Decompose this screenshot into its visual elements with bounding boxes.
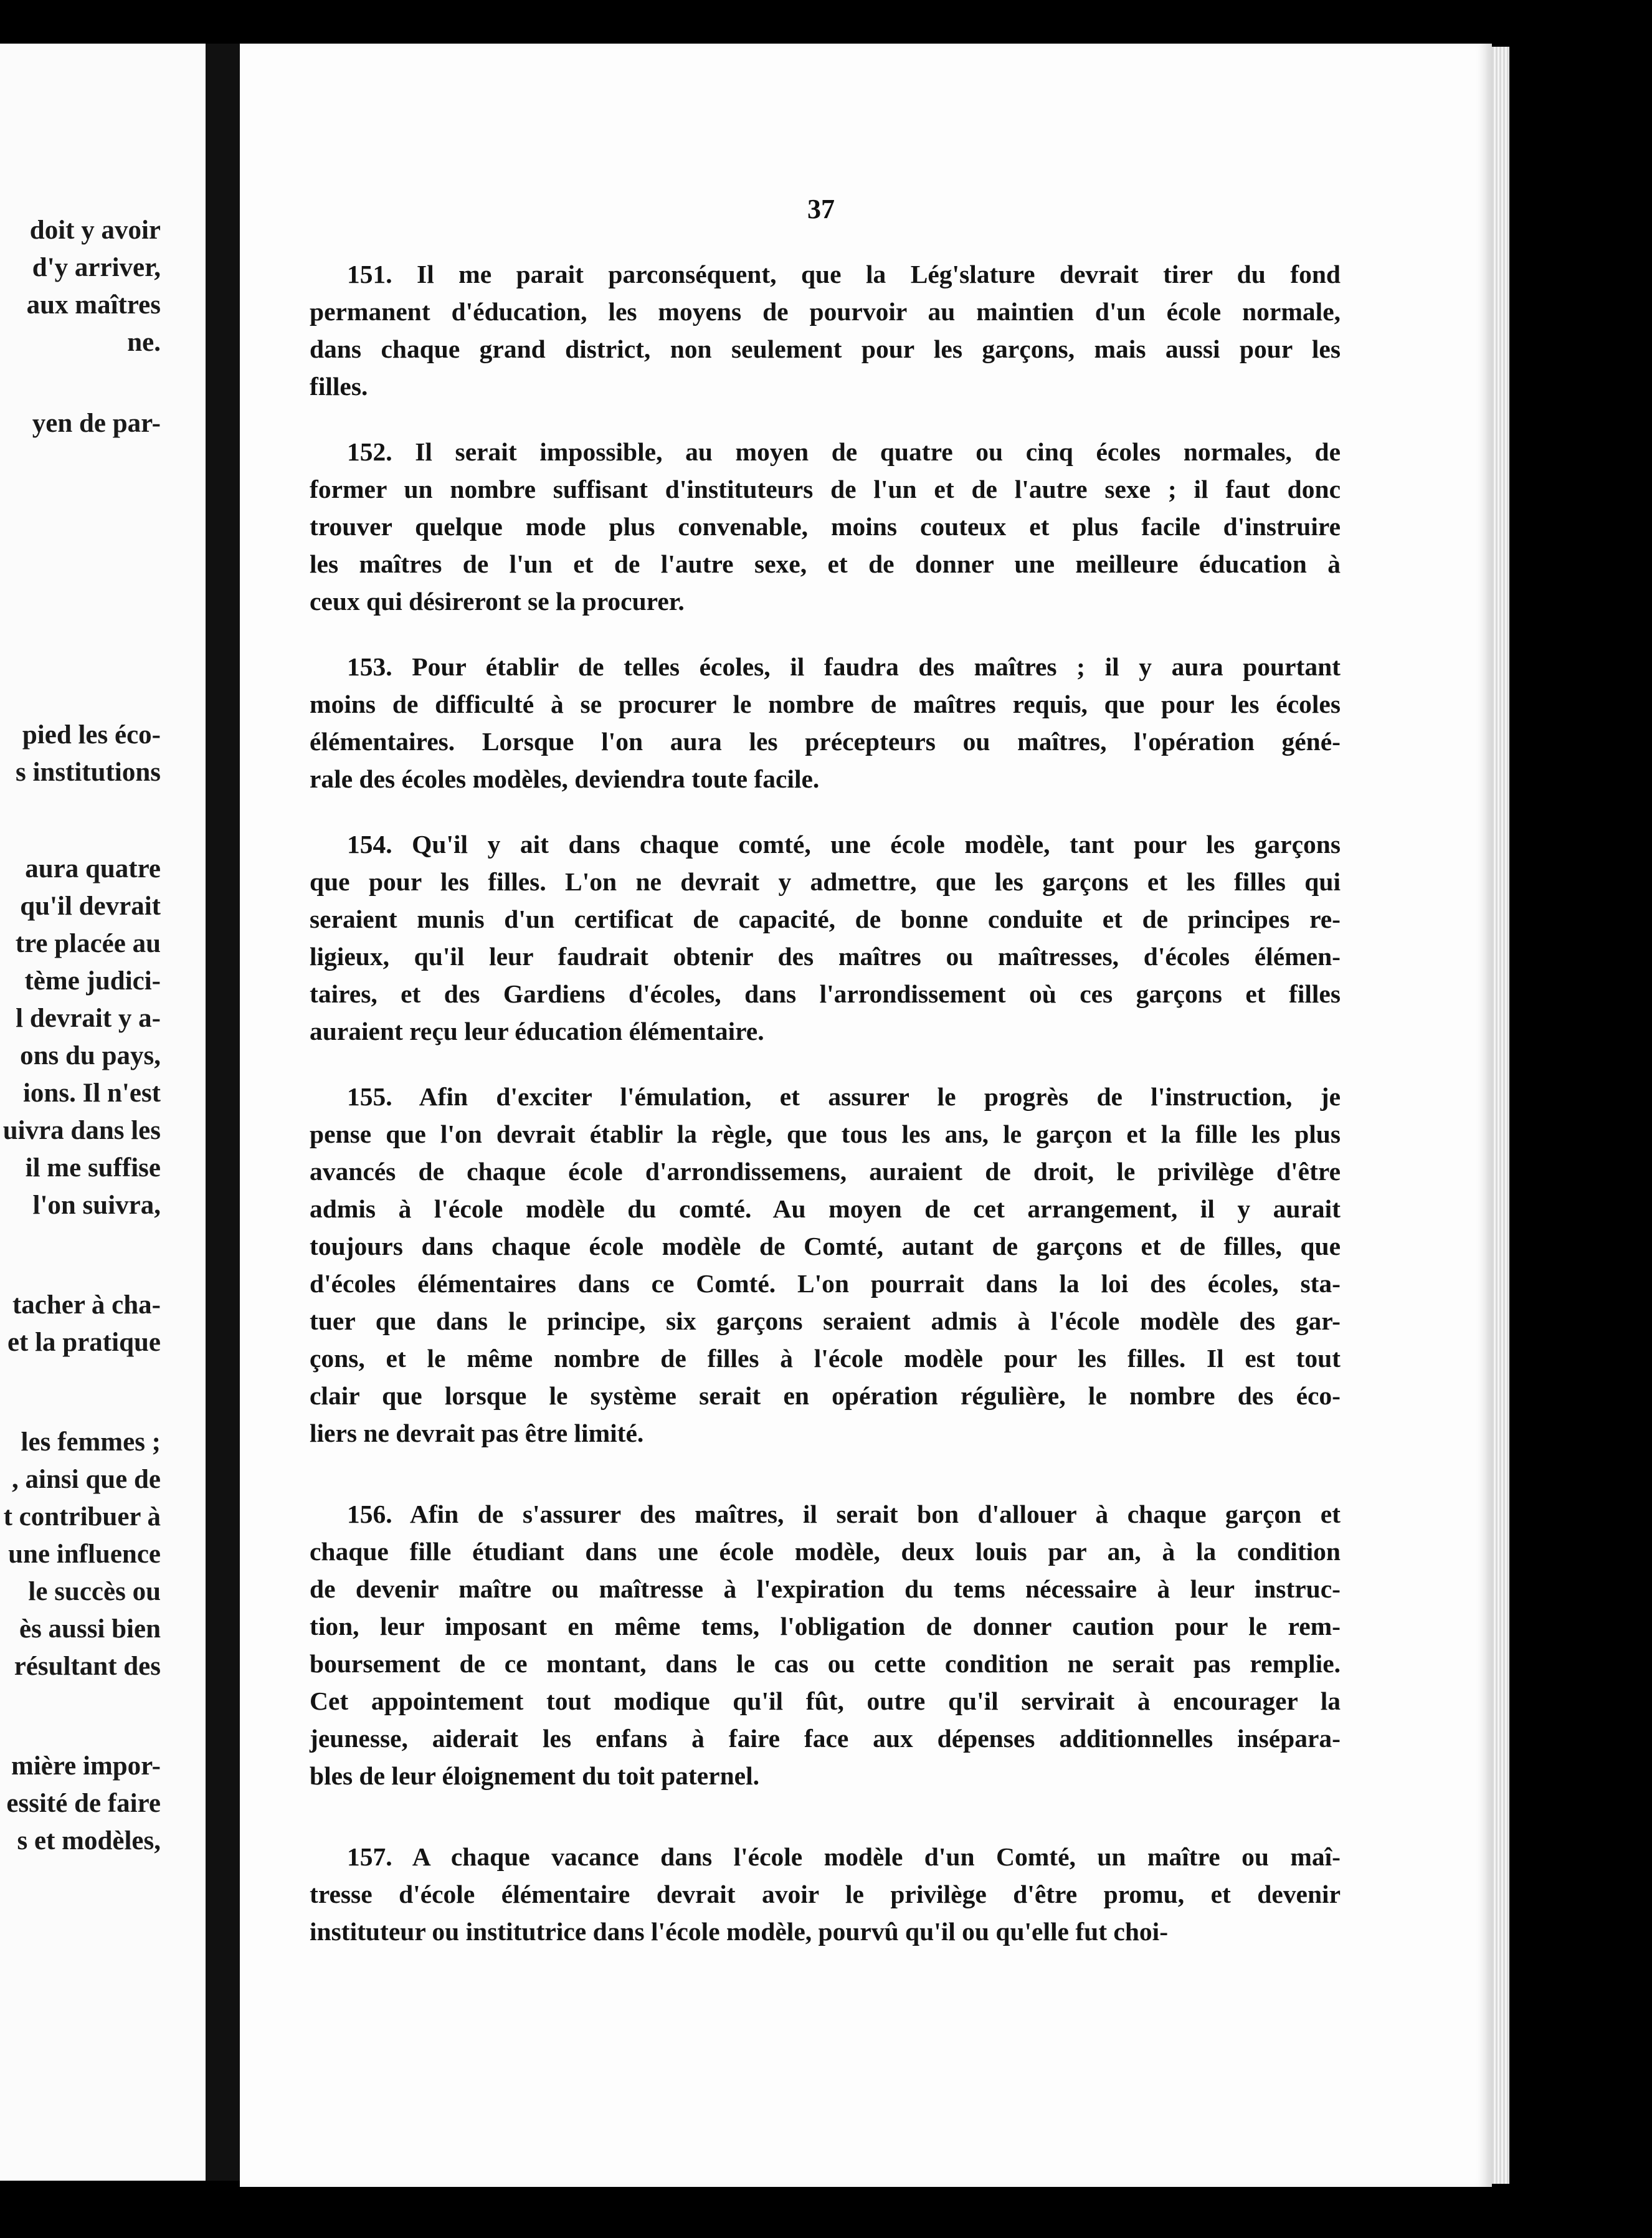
text-line: de devenir maître ou maîtresse à l'expiration du tems nécessaire à leur instruc- — [310, 1574, 1341, 1603]
text-line: toujours dans chaque école modèle de Comté, autant de garçons et de filles, que — [310, 1232, 1341, 1260]
left-page-line: résultant des — [14, 1652, 161, 1681]
text-line: taires, et des Gardiens d'écoles, dans l'arrondissement où ces garçons et filles — [310, 979, 1341, 1008]
text-line: bles de leur éloignement du toit paternel. — [310, 1761, 759, 1790]
paragraph — [310, 1838, 1341, 1950]
left-page-line: pied les éco- — [22, 720, 161, 750]
left-page-line: mière impor- — [11, 1751, 161, 1781]
left-page-line: t contribuer à — [3, 1502, 161, 1531]
text-line: avancés de chaque école d'arrondissemens, auraient de droit, le privilège d'être — [310, 1157, 1341, 1186]
paragraph — [310, 826, 1341, 1050]
text-line: dans chaque grand district, non seulement pour les garçons, mais aussi pour les — [310, 335, 1341, 363]
text-line: moins de difficulté à se procurer le nombre de maîtres requis, que pour les écoles — [310, 690, 1341, 718]
text-line: ligieux, qu'il leur faudrait obtenir des maîtres ou maîtresses, d'écoles élémen- — [310, 942, 1341, 971]
text-line: instituteur ou institutrice dans l'école modèle, pourvû qu'il ou qu'elle fut choi- — [310, 1917, 1169, 1946]
text-line: tresse d'école élémentaire devrait avoir le privilège d'être promu, et devenir — [310, 1880, 1341, 1908]
left-page-line: uivra dans les — [2, 1116, 161, 1145]
left-page-line: ions. Il n'est — [22, 1079, 161, 1108]
left-page-line: ès aussi bien — [19, 1614, 161, 1644]
text-line: 156. Afin de s'assurer des maîtres, il serait bon d'allouer à chaque garçon et — [347, 1500, 1341, 1528]
left-page-line: l devrait y a- — [16, 1004, 161, 1033]
text-line: clair que lorsque le système serait en opération régulière, le nombre des éco- — [310, 1381, 1341, 1410]
paragraph — [310, 1495, 1341, 1794]
left-page-line: aux maîtres — [26, 290, 161, 320]
left-page-line: il me suffise — [25, 1153, 161, 1183]
left-page-line: essité de faire — [6, 1789, 161, 1818]
text-line: que pour les filles. L'on ne devrait y admettre, que les garçons et les filles qui — [310, 867, 1341, 896]
left-page-line: , ainsi que de — [12, 1465, 161, 1494]
left-page-line: ons du pays, — [20, 1041, 161, 1070]
left-page-line: une influence — [8, 1540, 161, 1569]
text-line: 152. Il serait impossible, au moyen de quatre ou cinq écoles normales, de — [347, 437, 1341, 466]
left-page-line: tème judici- — [24, 966, 161, 996]
text-line: tion, leur imposant en même tems, l'obligation de donner caution pour le rem- — [310, 1612, 1341, 1640]
text-line: 151. Il me parait parconséquent, que la Lég'slature devrait tirer du fond — [347, 260, 1341, 288]
text-line: former un nombre suffisant d'instituteurs de l'un et de l'autre sexe ; il faut donc — [310, 475, 1341, 503]
left-page-line: aura quatre — [25, 854, 161, 883]
text-line: Cet appointement tout modique qu'il fût, outre qu'il servirait à encourager la — [310, 1687, 1341, 1715]
text-line: 155. Afin d'exciter l'émulation, et assurer le progrès de l'instruction, je — [347, 1082, 1341, 1111]
text-line: permanent d'éducation, les moyens de pourvoir au maintien d'un école normale, — [310, 297, 1341, 326]
left-page-line: yen de par- — [32, 409, 161, 438]
text-line: 153. Pour établir de telles écoles, il faudra des maîtres ; il y aura pourtant — [347, 652, 1341, 681]
paragraph — [310, 1078, 1341, 1452]
text-line: pense que l'on devrait établir la règle, que tous les ans, le garçon et la fille les plus — [310, 1120, 1341, 1148]
left-page-line: s et modèles, — [17, 1826, 161, 1855]
text-line: liers ne devrait pas être limité. — [310, 1419, 644, 1447]
text-line: tuer que dans le principe, six garçons seraient admis à l'école modèle des gar- — [310, 1307, 1341, 1335]
paragraph — [310, 648, 1341, 798]
text-line: 154. Qu'il y ait dans chaque comté, une école modèle, tant pour les garçons — [347, 830, 1341, 859]
left-page-line: qu'il devrait — [20, 892, 161, 921]
text-line: trouver quelque mode plus convenable, moins couteux et plus facile d'instruire — [310, 512, 1341, 541]
paragraph — [310, 433, 1341, 620]
text-line: filles. — [310, 372, 368, 401]
text-line: boursement de ce montant, dans le cas ou cette condition ne serait pas remplie. — [310, 1649, 1341, 1678]
text-line: les maîtres de l'un et de l'autre sexe, et de donner une meilleure éducation à — [310, 550, 1341, 578]
text-line: rale des écoles modèles, deviendra toute facile. — [310, 764, 820, 793]
text-line: 157. A chaque vacance dans l'école modèle d'un Comté, un maître ou maî- — [347, 1842, 1341, 1871]
paragraph — [310, 255, 1341, 405]
left-page-line: tacher à cha- — [12, 1290, 161, 1320]
text-line: auraient reçu leur éducation élémentaire. — [310, 1017, 764, 1045]
text-line: chaque fille étudiant dans une école modèle, deux louis par an, à la condition — [310, 1537, 1341, 1566]
book-gutter — [206, 44, 240, 2181]
left-page-line: tre placée au — [15, 929, 161, 958]
left-page-line: le succès ou — [28, 1577, 161, 1606]
left-page-line: ne. — [127, 328, 161, 357]
left-page-line: les femmes ; — [21, 1427, 161, 1457]
left-page — [0, 44, 206, 2181]
text-line: élémentaires. Lorsque l'on aura les précepteurs ou maîtres, l'opération géné- — [310, 727, 1341, 756]
left-page-line: l'on suivra, — [32, 1191, 161, 1220]
text-line: seraient munis d'un certificat de capacité, de bonne conduite et de principes re- — [310, 905, 1341, 933]
left-page-line: s institutions — [16, 758, 161, 787]
page-edge — [1492, 47, 1509, 2184]
text-line: jeunesse, aiderait les enfans à faire face aux dépenses additionnelles insépara- — [310, 1724, 1341, 1753]
text-line: çons, et le même nombre de filles à l'école modèle pour les filles. Il est tout — [310, 1344, 1341, 1373]
left-page-line: doit y avoir — [29, 216, 161, 245]
left-page-line: d'y arriver, — [32, 253, 161, 282]
page-number: 37 — [807, 194, 835, 224]
left-page-line: et la pratique — [7, 1328, 161, 1357]
text-line: admis à l'école modèle du comté. Au moyen de cet arrangement, il y aurait — [310, 1194, 1341, 1223]
text-line: ceux qui désireront se la procurer. — [310, 587, 685, 616]
text-line: d'écoles élémentaires dans ce Comté. L'on pourrait dans la loi des écoles, sta- — [310, 1269, 1341, 1298]
